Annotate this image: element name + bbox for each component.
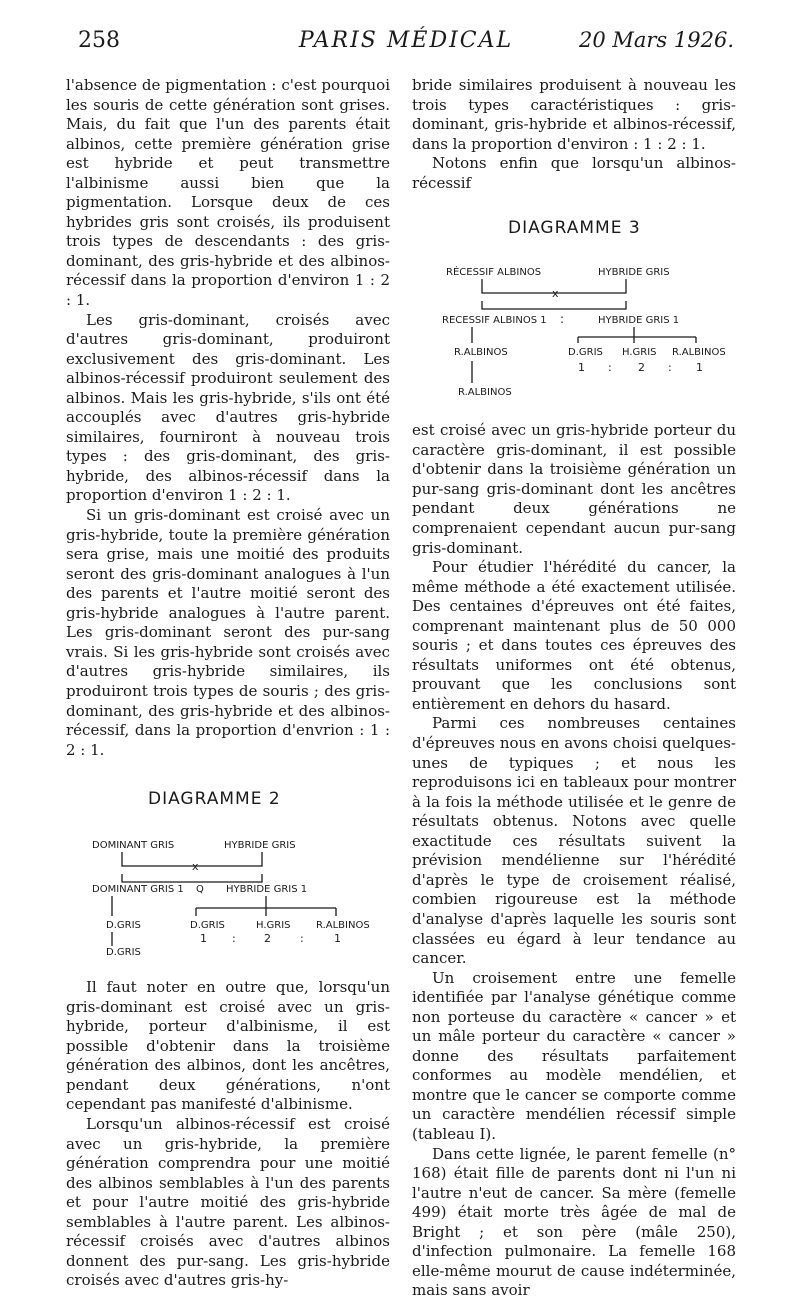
- grandchild-r3-label: R.ALBINOS: [672, 347, 726, 359]
- parent-left-label: DOMINANT GRIS: [92, 840, 175, 852]
- grandchild-r2-label: H.GRIS: [622, 347, 657, 359]
- parent-right-label: HYBRIDE GRIS: [598, 267, 670, 279]
- grandchild-r1-label: D.GRIS: [190, 920, 225, 932]
- diagram-2-title: DIAGRAMME 2: [148, 789, 281, 810]
- grandchild-left-label: D.GRIS: [106, 920, 141, 932]
- great-grandchild-left-label: R.ALBINOS: [458, 387, 512, 399]
- ratio-2: 2: [638, 361, 645, 375]
- paragraph: bride similaires produisent à nouveau les trois types caractéristiques : gris-dominant, gris-hybride et albinos-récessif, dans la proportion d'environ : 1 : 2 : 1.: [412, 76, 736, 153]
- descent-line: [578, 327, 696, 343]
- grandchild-r1-label: D.GRIS: [568, 347, 603, 359]
- ratio-colon: :: [232, 932, 236, 946]
- paragraph: Parmi ces nombreuses centaines d'épreuves nous en avons choisi quelques-unes de typiques ; et nous les reproduisons ici en tableaux pour montrer à la fois la méthode utilisée et le genre de résultats obtenus. Notons avec quelle exactitude ces résultats suivent la prévision mendélienne sur l'hérédité d'après le type de croisement réalisé, combien rigoureuse est la méthode d'analyse d'après laquelle les souris sont classées eu égard à leur tendance au cancer.: [412, 714, 736, 968]
- issue-date: 20 Mars 1926.: [578, 28, 734, 52]
- paragraph: Il faut noter en outre que, lorsqu'un gris-dominant est croisé avec un gris-hybride, porteur d'albinisme, il est possible d'obtenir dans la troisième génération des albinos, dont les ancêtres, pendant deux générations, n'ont cependant pas manifesté d'albinisme.: [66, 978, 390, 1114]
- ratio-colon: :: [300, 932, 304, 946]
- child-left-label: RECESSIF ALBINOS 1: [442, 315, 547, 327]
- paragraph: Un croisement entre une femelle identifiée par l'analyse génétique comme non porteuse du caractère « cancer » et un mâle porteur du caractère « cancer » donne des résultats parfaitement conformes au modèle mendélien, et montre que le cancer se comporte comme un caractère mendélien récessif simple (tableau I).: [412, 968, 736, 1143]
- paragraph: Pour étudier l'hérédité du cancer, la même méthode a été exactement utilisée. Des centaines d'épreuves ont été faites, comprenant maintenant plus de 50 000 souris ; et dans toutes ces épreuves des résultats uniformes ont été obtenus, prouvant que les conclusions sont entièrement en dehors du hasard.: [412, 558, 736, 713]
- ratio-1: 1: [200, 932, 207, 946]
- child-left-label: DOMINANT GRIS 1: [92, 884, 184, 896]
- diagram-2: [66, 782, 390, 958]
- grandchild-r2-label: H.GRIS: [256, 920, 291, 932]
- diagram-3-title: DIAGRAMME 3: [508, 218, 641, 239]
- child-right-label: HYBRIDE GRIS 1: [226, 884, 308, 896]
- page-header: [78, 28, 734, 60]
- cross-line: [122, 874, 262, 882]
- parent-left-label: RÉCESSIF ALBINOS: [446, 267, 542, 279]
- paragraph: Notons enfin que lorsqu'un albinos-récessif: [412, 154, 736, 192]
- journal-title: PARIS MÉDICAL: [298, 28, 514, 53]
- paragraph: Dans cette lignée, le parent femelle (n° 168) était fille de parents dont ni l'un ni l'autre n'eut de cancer. Sa mère (femelle 499) était morte très âgée de mal de Bright ; et son père (mâle 250), d'infection pulmonaire. La femelle 168 elle-même mourut de cause indéterminée, mais sans avoir: [412, 1144, 736, 1300]
- paragraph: Lorsqu'un albinos-récessif est croisé avec un gris-hybride, la première génération comprendra pour une moitié des albinos semblables à l'un des parents et pour l'autre moitié des gris-hybride semblables à l'autre parent. Les albinos-récessif croisés avec d'autres albinos donnent des pur-sang. Les gris-hybride croisés avec d'autres gris-hy-: [66, 1114, 390, 1290]
- ratio-colon: :: [668, 361, 672, 375]
- paragraph: l'absence de pigmentation : c'est pourquoi les souris de cette génération sont grises. Mais, du fait que l'un des parents était albinos, cette première génération grise est hybride et peut transmettre l'albinisme aussi bien que la pigmentation. Lorsque deux de ces hybrides gris sont croisés, ils produisent trois types de descendants : des gris-dominant, des gris-hybride et des albinos-récessif dans la proportion d'environ 1 : 2 : 1.: [66, 76, 390, 310]
- ratio-1: 1: [578, 361, 585, 375]
- diagram-2-figure: [66, 782, 390, 958]
- parent-right-label: HYBRIDE GRIS: [224, 840, 296, 852]
- child-right-label: HYBRIDE GRIS 1: [598, 315, 680, 327]
- cross-sign: x: [552, 287, 559, 301]
- grandchild-r3-label: R.ALBINOS: [316, 920, 370, 932]
- ratio-3: 1: [334, 932, 341, 946]
- paragraph: Si un gris-dominant est croisé avec un gris-hybride, toute la première génération sera grise, mais une moitié des produits seront des gris-dominant analogues à l'un des parents et l'autre moitié seront des gris-hybride analogues à l'autre parent. Les gris-dominant seront des pur-sang vrais. Si les gris-hybride sont croisés avec d'autres gris-hybride similaires, ils produiront trois types de souris ; des gris-dominant, des gris-hybride et des albinos-récessif, dans la proportion d'envrion : 1 : 2 : 1.: [66, 506, 390, 759]
- paragraph: Les gris-dominant, croisés avec d'autres gris-dominant, produiront exclusivement des gris-dominant. Les albinos-récessif produiront seulement des albinos. Mais les gris-hybride, s'ils ont été accouplés avec d'autres gris-hybride similaires, fourniront à nouveau trois types : des gris-dominant, des gris-hybride, des albinos-récessif dans la proportion d'environ 1 : 2 : 1.: [66, 310, 390, 505]
- left-column: [66, 76, 390, 1291]
- descent-line: [196, 896, 336, 916]
- diagram-3: [412, 211, 736, 407]
- cross-line: [482, 301, 626, 309]
- cross-sign: x: [192, 860, 199, 874]
- diagram-3-figure: [412, 211, 736, 407]
- grandchild-left-label: R.ALBINOS: [454, 347, 508, 359]
- right-column: [412, 76, 736, 1301]
- separator: :: [560, 312, 565, 327]
- separator: Q: [196, 884, 204, 896]
- great-grandchild-left-label: D.GRIS: [106, 947, 141, 959]
- page-number: 258: [78, 28, 120, 53]
- ratio-3: 1: [696, 361, 703, 375]
- ratio-2: 2: [264, 932, 271, 946]
- ratio-colon: :: [608, 361, 612, 375]
- paragraph: est croisé avec un gris-hybride porteur du caractère gris-dominant, il est possible d'obtenir dans la troisième génération un pur-sang gris-dominant dont les ancêtres pendant deux générations ne comprenaient cependant aucun pur-sang gris-dominant.: [412, 421, 736, 557]
